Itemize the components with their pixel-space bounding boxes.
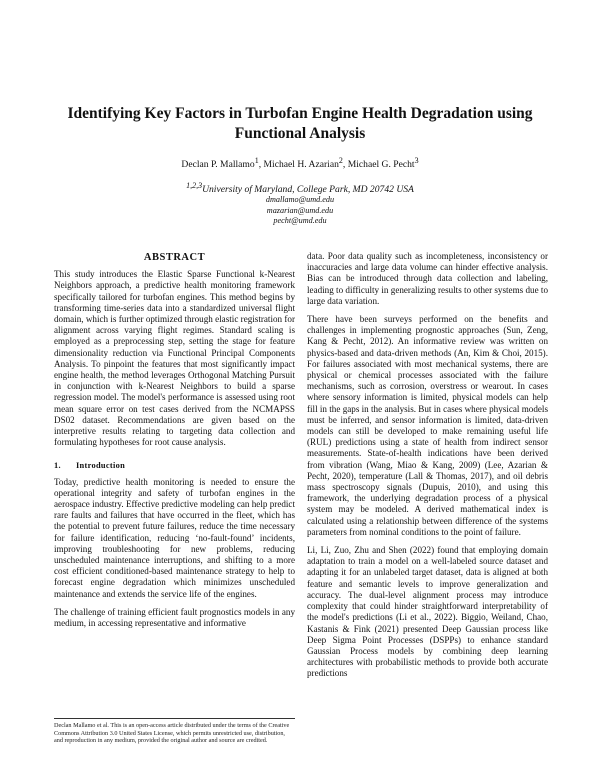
author-affil-mark: 2 xyxy=(338,156,343,165)
section-heading xyxy=(54,460,295,471)
body-paragraph: data. Poor data quality such as incompleteness, inconsistency or inaccuracies and large data volume can hinder effective analysis. Bias can be introduced through data collection and labeling, leading to difficulty in generalizing results to other systems due to large data variation. xyxy=(307,251,548,306)
abstract-heading: ABSTRACT xyxy=(143,252,206,263)
left-column xyxy=(54,252,295,636)
author-affil-mark: 3 xyxy=(414,156,419,165)
affiliation xyxy=(60,180,540,196)
author-name: Michael G. Pecht xyxy=(347,159,415,171)
email-link[interactable]: mazarian@umd.edu xyxy=(266,205,334,215)
affiliation-text: University of Maryland, College Park, MD 20742 USA xyxy=(202,184,414,196)
author-name: Michael H. Azarian xyxy=(263,159,339,171)
intro-paragraph: Today, predictive health monitoring is needed to ensure the operational integrity and safety of turbofan engines in the aerospace industry. Effective predictive modeling can help predict rare faults and failures that have occurred in the fleet, which has the potential to prevent future failures, reduce the time necessary for failure identification, reducing ‘no-fault-found’ incidents, improving troubleshooting for new problems, reducing unscheduled maintenance interruptions, and shifting to a more cost efficient conditioned-based maintenance strategy to help to forecast engine degradation which minimizes unscheduled maintenance and extends the service life of the engines. xyxy=(54,476,295,599)
author-sep: , xyxy=(342,159,348,171)
body-paragraph: Li, Li, Zuo, Zhu and Shen (2022) found that employing domain adaptation to train a model on a well-labeled source dataset and adapting it for an unlabeled target dataset, data is aligned at both feature and semantic levels to improve generalization and accuracy. The dual-level alignment process may introduce complexity that could hinder straightforward interpretability of the model's predictions (Li et al., 2022). Biggio, Weiland, Chao, Kastanis & Fink (2021) presented Deep Gaussian process like Deep Sigma Point Processes (DSPPs) to enhance standard Gaussian Process models by combining deep learning architectures with probabilistic methods to provide both accurate predictions xyxy=(307,545,548,679)
license-footnote: Declan Mallamo et al. This is an open-access article distributed under the terms of the Creative Commons Attribution 3.0 United States License, which permits unrestricted use, distribution, and reproduction in any medium, provided the original author and source are credited. xyxy=(54,718,295,745)
section-number: 1. xyxy=(54,461,61,471)
author-list xyxy=(60,155,540,171)
author-affil-mark: 1 xyxy=(254,156,259,165)
author-name: Declan P. Mallamo xyxy=(181,159,255,171)
abstract-text: This study introduces the Elastic Sparse Functional k-Nearest Neighbors approach, a predictive health monitoring framework specifically tailored for turbofan engines. This method begins by transforming time-series data into a standardized universal flight domain, which is further optimized through elastic registration for alignment across varying flight regimes. Standard scaling is employed as a preprocessing step, setting the stage for feature dimensionality reduction via Functional Principal Components Analysis. To pinpoint the features that most significantly impact engine health, the method leverages Orthogonal Matching Pursuit in conjunction with k-Nearest Neighbors to build a sparse regression model. The model's performance is assessed using root mean square error on test cases derived from the NCMAPSS DS02 dataset. Recommendations are given based on the interpretive results relating to targeting data collection and formulating hypotheses for root cause analysis. xyxy=(54,269,295,448)
section-title: Introduction xyxy=(76,461,126,471)
email-link[interactable]: dmallamo@umd.edu xyxy=(265,195,335,204)
intro-paragraph: The challenge of training efficient fault prognostics models in any medium, in accessing representative and informative xyxy=(54,606,295,629)
right-column xyxy=(307,251,548,687)
affiliation-mark: 1,2,3 xyxy=(186,181,203,190)
email-link[interactable]: pecht@umd.edu xyxy=(273,216,327,225)
author-sep: , xyxy=(258,159,264,171)
email-list xyxy=(60,195,540,227)
body-paragraph: There have been surveys performed on the benefits and challenges in implementing prognostic approaches (Sun, Zeng, Kang & Pecht, 2012). An informative review was written on physics-based and data-driven methods (An, Kim & Choi, 2015). For failures associated with most mechanical systems, there are physical or chemical processes associated with the failure mechanisms, such as corrosion, overstress or wearout. In cases where sensory information is limited, physical models can help fill in the gaps in the analysis. But in cases where physical models must be inferred, and sensor information is limited, data-driven models can still be developed to make remaining useful life (RUL) predictions using a state of health from indirect sensor measurements. State-of-health indications have been derived from vibration (Wang, Miao & Kang, 2009) (Lee, Azarian & Pecht, 2020), temperature (Lall & Thomas, 2017), and oil debris mass spectroscopy signals (Dupuis, 2010), and using this framework, the underlying degradation process of a physical system may be modeled. A derived mathematical index is calculated using a relationship between difference of the systems parameters from nominal conditions to the point of failure. xyxy=(307,314,548,537)
paper-title: Identifying Key Factors in Turbofan Engine Health Degradation using Functional Analysis xyxy=(67,105,533,142)
